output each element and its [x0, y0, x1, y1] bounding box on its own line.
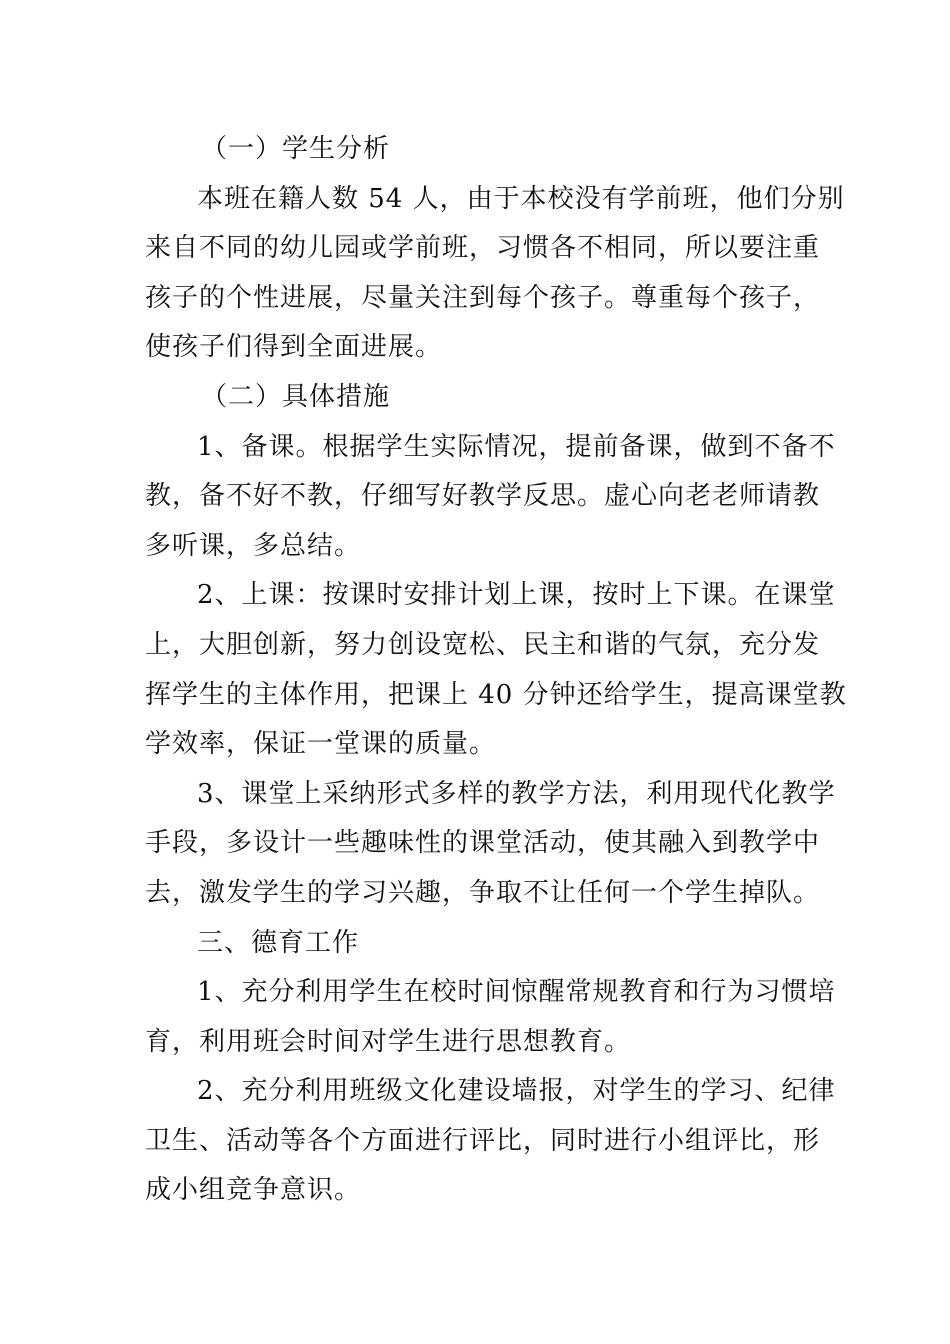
paragraph-line: 1、备课。根据学生实际情况，提前备课，做到不备不: [197, 431, 836, 462]
section-heading-moral-education: 三、德育工作: [197, 927, 360, 958]
section-heading-student-analysis: （一）学生分析: [201, 134, 391, 164]
paragraph-line: 去，激发学生的学习兴趣，争取不让任何一个学生掉队。: [145, 877, 821, 908]
paragraph-line: 孩子的个性进展，尽量关注到每个孩子。尊重每个孩子，: [145, 282, 821, 313]
paragraph-line: 卫生、活动等各个方面进行评比，同时进行小组评比，形: [145, 1125, 821, 1156]
paragraph-line: 手段，多设计一些趣味性的课堂活动，使其融入到教学中: [145, 828, 821, 859]
paragraph-line: 学效率，保证一堂课的质量。: [145, 729, 497, 760]
paragraph-line: 2、充分利用班级文化建设墙报，对学生的学习、纪律: [197, 1076, 836, 1107]
paragraph-line: 使孩子们得到全面进展。: [145, 332, 443, 363]
paragraph-line: 教，备不好不教，仔细写好教学反思。虚心向老老师请教: [145, 481, 821, 512]
paragraph-line: 成小组竞争意识。: [145, 1175, 362, 1206]
paragraph-line: 多听课，多总结。: [145, 530, 362, 561]
paragraph-line: 育，利用班会时间对学生进行思想教育。: [145, 1026, 632, 1057]
paragraph-line: 挥学生的主体作用，把课上 40 分钟还给学生，提高课堂教: [145, 679, 847, 710]
paragraph-line: 1、充分利用学生在校时间惊醒常规教育和行为习惯培: [197, 977, 836, 1008]
paragraph-line: 2、上课：按课时安排计划上课，按时上下课。在课堂: [197, 580, 836, 611]
paragraph-line: 3、课堂上采纳形式多样的教学方法，利用现代化教学: [197, 778, 836, 809]
section-heading-specific-measures: （二）具体措施: [201, 381, 391, 412]
paragraph-line: 来自不同的幼儿园或学前班，习惯各不相同，所以要注重: [145, 233, 821, 264]
document-body: [145, 125, 847, 1216]
paragraph-line: 本班在籍人数 54 人，由于本校没有学前班，他们分别: [197, 183, 845, 214]
paragraph-line: 上，大胆创新，努力创设宽松、民主和谐的气氛，充分发: [145, 629, 821, 660]
